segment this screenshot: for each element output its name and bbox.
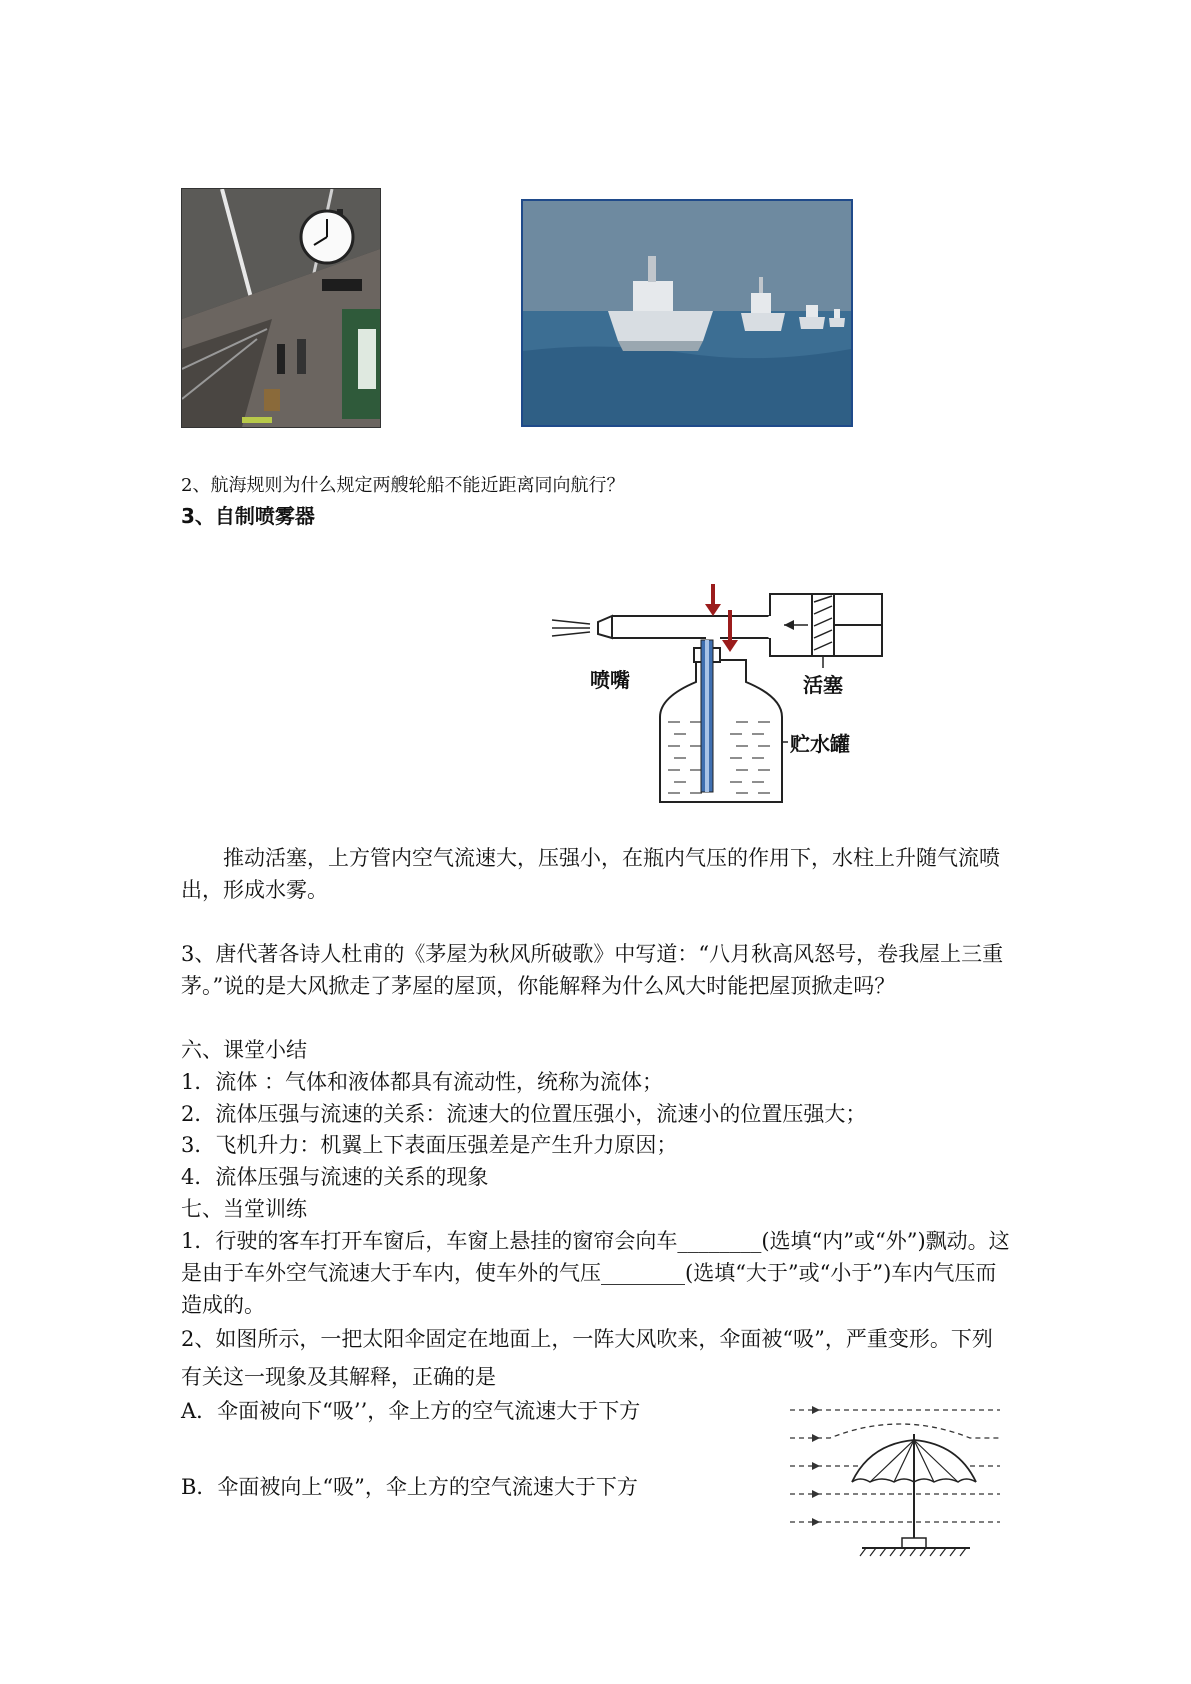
practice-question-2: 2、如图所示，一把太阳伞固定在地面上，一阵大风吹来，伞面被“吸”，严重变形。下列有关这一现象及其解释，正确的是 <box>181 1327 993 1389</box>
summary-item-4: 4．流体压强与流速的关系的现象 <box>181 1165 489 1189</box>
heading-sprayer: 3、自制喷雾器 <box>181 504 315 528</box>
sprayer-diagram <box>550 582 890 807</box>
piston-label: 活塞 <box>803 673 843 697</box>
practice-question-1: 1．行驶的客车打开车窗后，车窗上悬挂的窗帘会向车________(选填“内”或“外”)飘动。这是由于车外空气流速大于车内，使车外的气压________(选填“大于”或“小于”)车内气压而造成的。 <box>181 1229 1010 1317</box>
summary-item-1: 1．流体 ：气体和液体都具有流动性，统称为流体； <box>181 1070 664 1094</box>
tank-label: 贮水罐 <box>790 732 850 756</box>
explanation-paragraph: 推动活塞，上方管内空气流速大，压强小，在瓶内气压的作用下，水柱上升随气流喷出，形成水雾。 <box>181 846 1000 902</box>
summary-title: 六、课堂小结 <box>181 1038 307 1062</box>
option-a: A．伞面被向下“吸’’，伞上方的空气流速大于下方 <box>181 1399 641 1423</box>
summary-item-3: 3．飞机升力：机翼上下表面压强差是产生升力原因； <box>181 1133 678 1157</box>
question-3: 3、唐代著各诗人杜甫的《茅屋为秋风所破歌》中写道：“八月秋高风怒号，卷我屋上三重茅。”说的是大风掀走了茅屋的屋顶，你能解释为什么风大时能把屋顶掀走吗？ <box>181 942 1004 998</box>
question-2: 2、航海规则为什么规定两艘轮船不能近距离同向航行？ <box>181 475 625 496</box>
practice-title: 七、当堂训练 <box>181 1197 307 1221</box>
umbrella-diagram <box>790 1400 1010 1565</box>
nozzle-label: 喷嘴 <box>590 668 630 692</box>
station-platform-photo <box>181 188 381 428</box>
warships-photo <box>521 199 853 427</box>
summary-item-2: 2．流体压强与流速的关系：流速大的位置压强小，流速小的位置压强大； <box>181 1102 867 1126</box>
option-b: B．伞面被向上“吸”，伞上方的空气流速大于下方 <box>181 1475 638 1499</box>
